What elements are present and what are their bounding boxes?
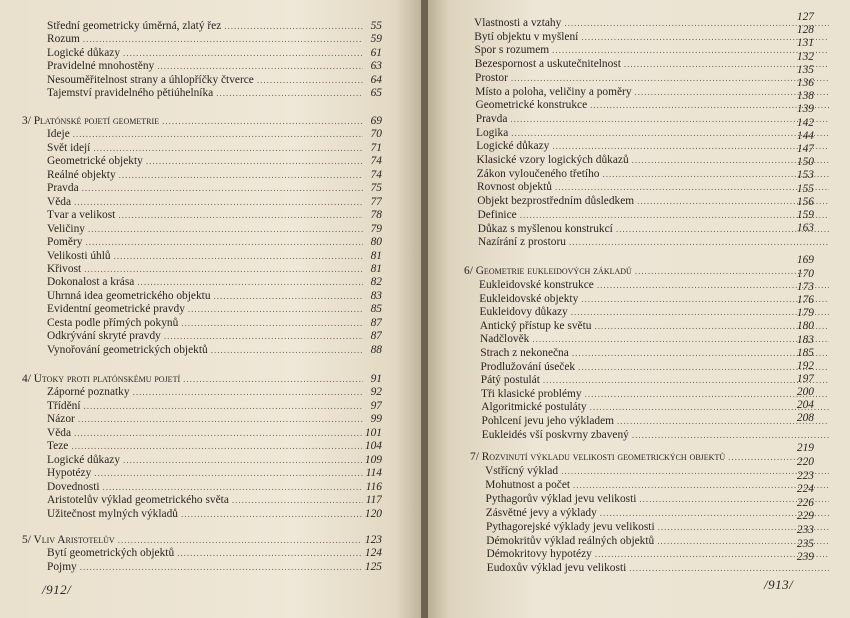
dot-leader — [216, 87, 363, 100]
page-number: 81 — [370, 262, 382, 275]
dot-leader — [257, 74, 363, 87]
toc-entry — [47, 60, 382, 73]
dot-leader — [74, 427, 362, 440]
entry-title: Zákon vyloučeného třetího — [476, 167, 600, 180]
toc-entry — [474, 17, 832, 30]
toc-entry — [47, 47, 382, 60]
toc-entry — [478, 236, 832, 249]
entry-title: Eukleidovské objekty — [479, 292, 579, 305]
page-number: 117 — [365, 494, 382, 507]
entry-title: Logika — [476, 126, 509, 139]
page-number: 128 — [796, 24, 814, 37]
dot-leader — [629, 562, 829, 575]
entry-title: Pohlcení jevu jeho výkladem — [481, 415, 615, 427]
entry-title: Veličiny — [47, 222, 85, 235]
page-number: 59 — [370, 33, 382, 46]
dot-leader — [133, 386, 363, 399]
chapter-title: 5/ Vliv Aristotelův — [22, 534, 115, 546]
dot-leader — [181, 508, 362, 521]
toc-entry — [482, 429, 832, 442]
entry-title: Místo a poloha, veličiny a poměry — [475, 85, 632, 98]
page-number: 153 — [796, 169, 814, 182]
dot-leader — [123, 47, 363, 60]
entry-title: Klasické vzory logických důkazů — [476, 154, 629, 166]
page-number: 220 — [796, 456, 814, 468]
entry-title: Nesouměřitelnost strany a úhlopříčky čtverce — [47, 73, 254, 86]
entry-title: Antický přístup ke světu — [479, 319, 592, 332]
page-number: 61 — [370, 46, 382, 59]
toc-entry — [476, 140, 832, 153]
page-number: 155 — [796, 182, 814, 195]
entry-title: Odkrývání skryté pravdy — [47, 330, 161, 343]
toc-entry — [475, 72, 832, 85]
entry-title: Eukleidés vší poskvrny zbavený — [481, 428, 629, 441]
toc-entry — [47, 209, 382, 222]
dot-leader — [93, 142, 363, 155]
toc-entry — [47, 427, 382, 440]
toc-entry — [47, 454, 382, 467]
page-number: 55 — [370, 20, 382, 32]
entry-title: Tři klasické problémy — [481, 387, 582, 400]
entry-title: Pythagorův výklad jevu velikosti — [485, 492, 637, 505]
page-number: 116 — [365, 480, 382, 493]
toc-entry — [487, 562, 832, 575]
chapter-heading — [470, 451, 808, 464]
dot-leader — [94, 467, 362, 480]
toc-entry — [47, 317, 382, 330]
dot-leader — [157, 60, 363, 73]
entry-title: Geometrické objekty — [47, 155, 143, 168]
entry-title: Pravda — [47, 182, 79, 195]
chapter-heading — [464, 265, 808, 278]
page-number: 173 — [796, 281, 814, 294]
page-number: 135 — [796, 63, 814, 76]
page-number: 197 — [796, 372, 814, 385]
page-folio: /912/ — [42, 582, 72, 597]
entry-title: Zásvětné jevy a výklady — [485, 506, 597, 519]
dot-leader — [146, 155, 363, 168]
page-number: 163 — [796, 222, 814, 235]
toc-entry — [475, 58, 832, 71]
toc-entry — [47, 290, 382, 303]
entry-title: Definice — [477, 208, 517, 221]
dot-leader — [74, 196, 363, 209]
entry-title: Logické důkazy — [47, 453, 121, 466]
entry-title: Ideje — [47, 128, 70, 141]
dot-leader — [177, 547, 362, 560]
entry-title: Rovnost objektů — [477, 181, 552, 194]
page-number: 75 — [370, 182, 382, 195]
page-number: 170 — [796, 268, 814, 280]
page-number: 65 — [370, 87, 382, 100]
toc-entry — [47, 182, 382, 195]
toc-entry — [47, 250, 382, 263]
chapter-title: 7/ Rozvinutí výkladu velikosti geometrických objektů — [470, 451, 726, 463]
toc-entry — [474, 31, 832, 44]
entry-title: Dovednosti — [47, 480, 100, 493]
toc-entry — [477, 168, 832, 181]
page-number: 85 — [370, 303, 382, 316]
toc-entry — [47, 561, 382, 574]
page-number: 78 — [370, 209, 382, 222]
left-page — [0, 0, 421, 618]
page-number: 179 — [796, 307, 814, 320]
dot-leader — [78, 413, 363, 426]
chapter-heading — [22, 534, 382, 547]
entry-title: Reálné objekty — [47, 168, 116, 181]
toc-entry — [476, 113, 832, 126]
page-number: 139 — [796, 103, 814, 116]
entry-title: Nadčlověk — [480, 333, 530, 346]
entry-title: Eudoxův výklad jevu velikosti — [486, 562, 627, 575]
page-number: 204 — [796, 399, 814, 411]
dot-leader — [80, 561, 362, 574]
dot-leader — [232, 494, 363, 507]
page-number: 87 — [370, 330, 382, 343]
page-number: 91 — [370, 373, 382, 385]
page-number: 229 — [796, 510, 814, 523]
entry-title: Evidentní geometrické pravdy — [47, 303, 185, 316]
page-number: 138 — [796, 90, 814, 103]
entry-title: Třídění — [47, 399, 81, 412]
toc-entry — [477, 181, 832, 194]
entry-title: Geometrické konstrukce — [475, 99, 588, 112]
entry-title: Dokonalost a krása — [47, 276, 135, 289]
entry-title: Cesta podle přímých pokynů — [47, 316, 179, 329]
toc-entry — [47, 142, 382, 155]
toc-entry — [47, 87, 382, 100]
entry-title: Prodlužování úseček — [480, 360, 576, 373]
entry-title: Tvar a velikost — [47, 209, 116, 222]
chapter-heading — [22, 115, 382, 128]
entry-title: Objekt bezprostředním důsledkem — [477, 195, 635, 208]
entry-title: Rozum — [47, 33, 80, 46]
page-number: 156 — [796, 195, 814, 208]
page-number: 200 — [796, 385, 814, 398]
toc-entry — [47, 74, 382, 87]
chapter-title: 3/ Platónské pojetí geometrie — [22, 115, 160, 127]
dot-leader — [119, 169, 363, 182]
dot-leader — [183, 373, 363, 386]
entry-title: Logické důkazy — [476, 140, 550, 153]
page-number: 124 — [364, 547, 382, 560]
page-number: 219 — [796, 442, 814, 454]
entry-title: Algoritmické postuláty — [481, 401, 587, 414]
entry-title: Úhrnná idea geometrického objektu — [47, 289, 211, 302]
page-number: 87 — [370, 316, 382, 329]
dot-leader — [73, 128, 363, 141]
toc-entry — [47, 508, 382, 521]
entry-title: Prostor — [475, 71, 508, 84]
entry-title: Záporné poznatky — [47, 386, 130, 399]
toc-entry — [47, 33, 382, 46]
dot-leader — [224, 20, 363, 33]
entry-title: Pravda — [475, 112, 508, 125]
page-number: 131 — [796, 37, 814, 50]
entry-title: Pythagorejské výklady jevu velikosti — [486, 520, 655, 533]
dot-leader — [84, 400, 363, 413]
entry-title: Spor s rozumem — [474, 44, 550, 57]
entry-title: Tajemství pravidelného pětiúhelníka — [47, 87, 214, 100]
chapter-title: 4/ Útoky proti platónskému pojetí — [22, 373, 181, 385]
entry-title: Vstřícný výklad — [485, 465, 559, 477]
entry-title: Teze — [47, 440, 69, 453]
page-number: 104 — [364, 440, 382, 453]
toc-entry — [47, 303, 382, 316]
page-number: 71 — [370, 141, 382, 154]
toc-entry — [47, 330, 382, 343]
toc-entry — [47, 276, 382, 289]
page-number: 69 — [370, 115, 382, 127]
page-number: 97 — [370, 399, 382, 412]
page-number: 109 — [364, 453, 382, 466]
toc-entry — [47, 169, 382, 182]
page-number: 120 — [364, 507, 382, 520]
dot-leader — [214, 290, 363, 303]
entry-title: Logické důkazy — [47, 46, 121, 59]
page-number: 183 — [796, 333, 814, 346]
entry-title: Pojmy — [47, 560, 77, 573]
dot-leader — [118, 209, 363, 222]
dot-leader — [114, 250, 363, 263]
page-number: 77 — [370, 195, 382, 208]
page-number: 226 — [796, 496, 814, 509]
toc-entry — [475, 86, 832, 99]
right-page — [428, 0, 850, 618]
page-number: 192 — [796, 359, 814, 372]
toc-entry — [47, 386, 382, 399]
entry-title: Mohutnost a počet — [485, 478, 571, 491]
entry-title: Křivost — [47, 262, 82, 275]
page-number: 185 — [796, 346, 814, 359]
entry-title: Velikosti úhlů — [47, 249, 111, 262]
entry-title: Pátý postulát — [480, 374, 540, 387]
page-number: 180 — [796, 320, 814, 333]
entry-title: Démokritův výklad reálných objektů — [486, 534, 655, 547]
page-number: 79 — [370, 222, 382, 235]
toc-entry — [47, 155, 382, 168]
toc-entry — [47, 467, 382, 480]
dot-leader — [137, 276, 363, 289]
toc-entry — [47, 400, 382, 413]
toc-entry — [47, 547, 382, 560]
entry-title: Bezespornost a uskutečnitelnost — [474, 58, 621, 71]
page-number: 64 — [370, 73, 382, 86]
page-number: 147 — [796, 143, 814, 155]
page-number: 99 — [370, 413, 382, 426]
toc-entry — [47, 20, 382, 33]
page-number: 235 — [796, 537, 814, 550]
toc-entry — [47, 344, 382, 357]
dot-leader — [88, 223, 363, 236]
page-number: 233 — [796, 524, 814, 536]
toc-entry — [47, 236, 382, 249]
page-number: 150 — [796, 156, 814, 169]
entry-title: Důkaz s myšlenou konstrukcí — [477, 222, 613, 235]
page-number: 70 — [370, 128, 382, 141]
chapter-heading — [22, 373, 382, 386]
page-number: 136 — [796, 77, 814, 89]
toc-entry — [47, 223, 382, 236]
page-number: 123 — [364, 534, 382, 546]
page-number: 224 — [796, 483, 814, 496]
dot-leader — [83, 33, 363, 46]
dot-leader — [71, 440, 362, 453]
page-number: 127 — [796, 11, 814, 23]
page-number: 208 — [796, 412, 814, 425]
page-number: 159 — [796, 209, 814, 221]
dot-leader — [164, 330, 363, 343]
dot-leader — [82, 182, 363, 195]
dot-leader — [123, 454, 362, 467]
entry-title: Pravidelné mnohostěny — [47, 60, 155, 73]
entry-title: Démokritovy hypotézy — [486, 548, 592, 561]
toc-entry — [475, 44, 833, 57]
toc-entry — [47, 196, 382, 209]
page-number: 63 — [370, 60, 382, 73]
entry-title: Poměry — [47, 236, 83, 249]
toc-entry — [476, 99, 833, 112]
dot-leader — [188, 303, 363, 316]
toc-entry — [47, 481, 382, 494]
dot-leader — [85, 236, 363, 249]
dot-leader — [84, 263, 363, 276]
page-number: 144 — [796, 129, 814, 142]
page-number: 176 — [796, 294, 814, 307]
toc-entry — [476, 127, 832, 140]
entry-title: Nazírání z prostoru — [478, 236, 566, 249]
page-number: 169 — [796, 254, 814, 266]
page-number: 82 — [370, 276, 382, 289]
page-number: 239 — [796, 551, 814, 564]
entry-title: Svět idejí — [47, 141, 91, 154]
dot-leader — [569, 236, 829, 249]
dot-leader — [632, 429, 829, 442]
dot-leader — [211, 344, 363, 357]
entry-title: Střední geometricky úměrná, zlatý řez — [47, 20, 222, 32]
page-number: 80 — [370, 236, 382, 249]
page-number: 74 — [370, 155, 382, 168]
dot-leader — [181, 317, 363, 330]
toc-entry — [47, 413, 382, 426]
page-number: 74 — [370, 168, 382, 181]
entry-title: Vlastnosti a vztahy — [474, 17, 562, 29]
entry-title: Věda — [47, 426, 72, 439]
page-number: 101 — [364, 426, 382, 439]
dot-leader — [162, 115, 363, 128]
entry-title: Hypotézy — [47, 467, 92, 480]
toc-entry — [478, 209, 833, 222]
page-number: 223 — [796, 469, 814, 482]
page-number: 81 — [370, 249, 382, 262]
toc-entry — [477, 195, 832, 208]
page-number: 83 — [370, 289, 382, 302]
toc-entry — [47, 128, 382, 141]
entry-title: Názor — [47, 413, 75, 426]
entry-title: Bytí geometrických objektů — [47, 547, 175, 560]
entry-title: Užitečnost mylných výkladů — [47, 507, 178, 520]
toc-entry — [477, 154, 833, 167]
entry-title: Strach z nekonečna — [480, 347, 569, 359]
toc-entry — [478, 223, 832, 236]
entry-title: Eukleidovské konstrukce — [479, 279, 594, 291]
book-gutter — [421, 0, 428, 618]
page-number: 92 — [370, 386, 382, 399]
page-number: 114 — [365, 467, 382, 480]
page-number: 88 — [370, 343, 382, 356]
entry-title: Aristotelův výklad geometrického světa — [47, 494, 229, 507]
entry-title: Věda — [47, 195, 72, 208]
page-number: 125 — [364, 560, 382, 573]
dot-leader — [118, 534, 362, 547]
page-folio: /913/ — [764, 577, 794, 592]
page-number: 132 — [796, 50, 814, 63]
entry-title: Eukleidovy důkazy — [479, 306, 568, 319]
chapter-title: 6/ Geometrie eukleidových základů — [464, 265, 632, 277]
entry-title: Bytí objektu v myšlení — [474, 30, 579, 43]
toc-entry — [47, 440, 382, 453]
entry-title: Vynořování geometrických objektů — [47, 343, 208, 356]
toc-entry — [47, 263, 382, 276]
page-number: 142 — [796, 116, 814, 129]
toc-entry — [47, 494, 382, 507]
dot-leader — [103, 481, 363, 494]
